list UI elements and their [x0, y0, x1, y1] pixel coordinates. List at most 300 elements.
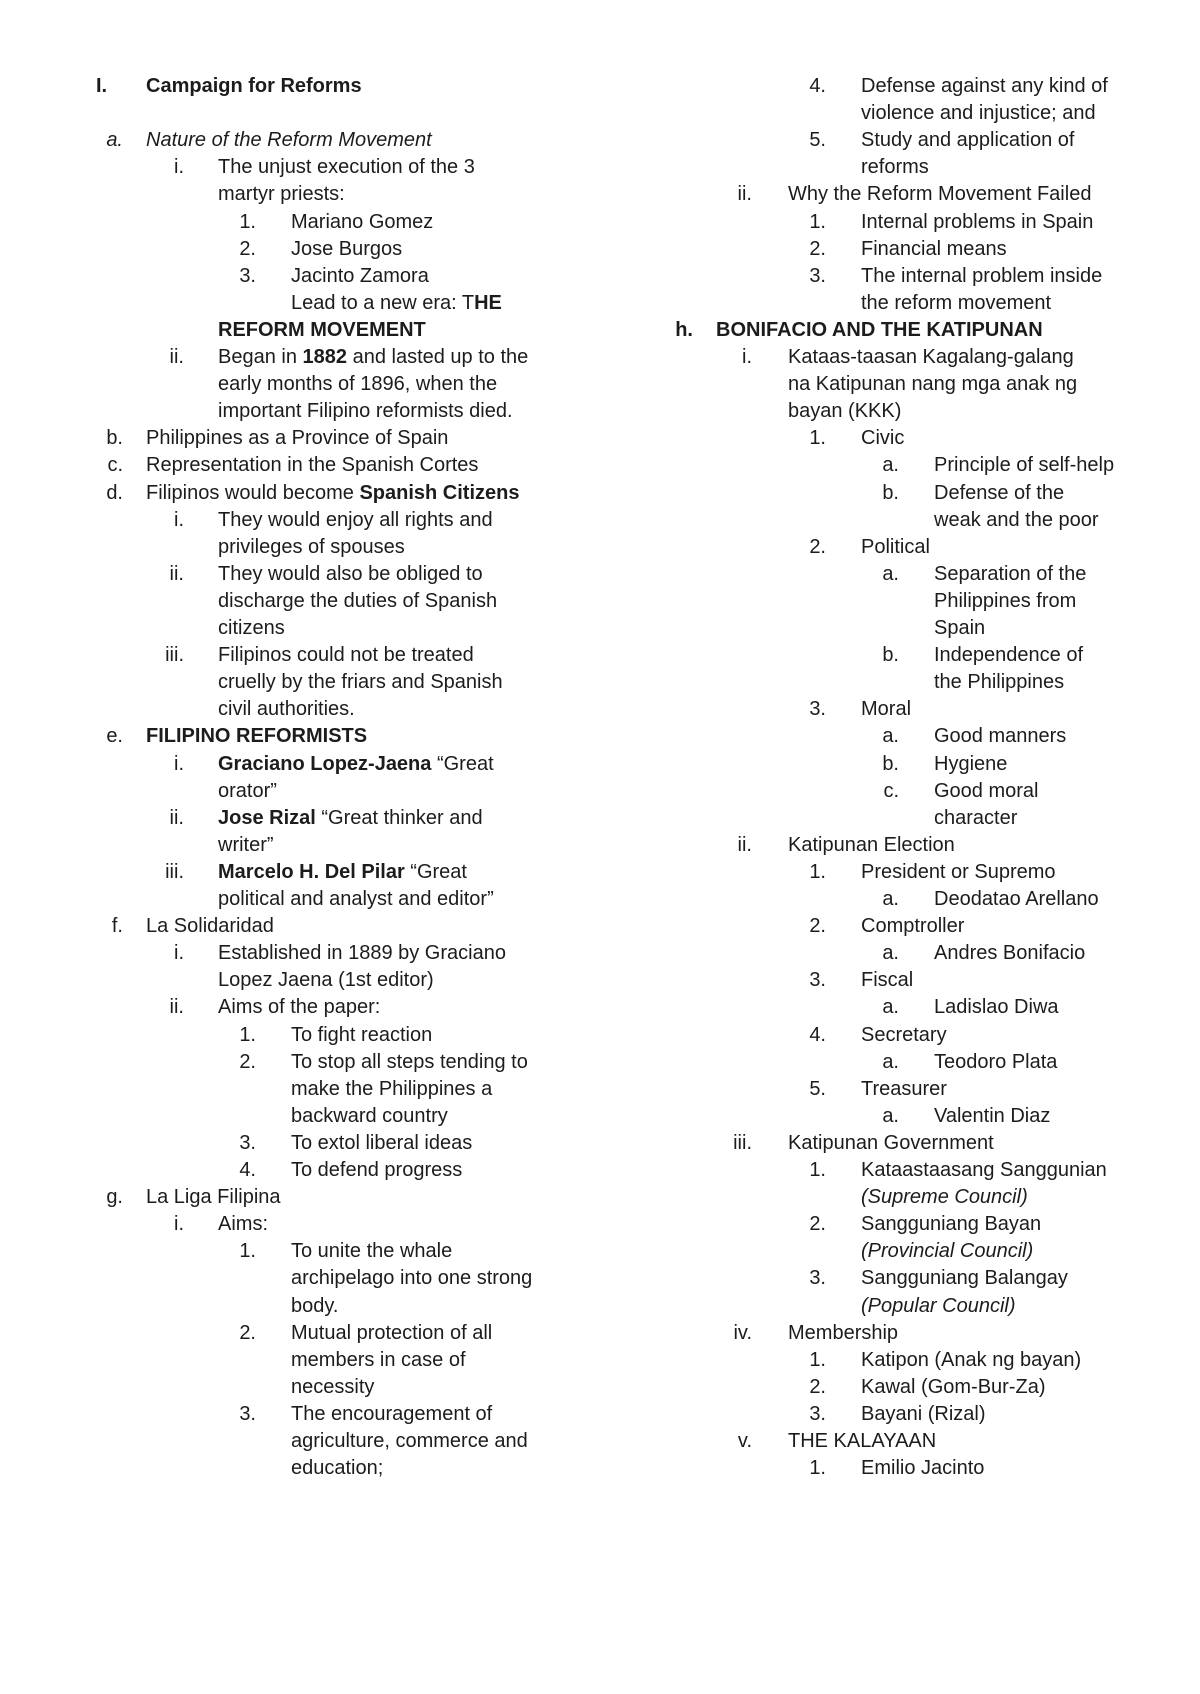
line-text [291, 1156, 462, 1186]
text-run: “Great [431, 752, 494, 775]
text-run: Valentin Diaz [934, 1104, 1051, 1127]
text-run: Katipon (Anak ng bayan) [861, 1348, 1082, 1371]
outline-line [666, 1319, 1186, 1349]
outline-line [96, 1292, 616, 1322]
list-marker: 4. [809, 75, 826, 97]
line-text [218, 533, 405, 563]
list-marker: b. [882, 752, 899, 775]
line-text [861, 695, 911, 725]
text-run: Lopez Jaena (1st editor) [218, 969, 434, 992]
line-text [146, 451, 478, 481]
outline-line [96, 208, 616, 238]
outline-line [666, 262, 1186, 292]
line-text [788, 180, 1091, 210]
line-text [218, 750, 494, 780]
text-run: violence and injustice; and [861, 102, 1096, 125]
list-marker: v. [737, 1430, 752, 1452]
line-text [218, 668, 503, 698]
list-marker: 1. [239, 1023, 256, 1046]
text-run: HE [474, 291, 502, 314]
text-run: Aims of the paper: [218, 996, 381, 1019]
line-text [861, 966, 913, 996]
line-text [218, 777, 277, 807]
text-run: cruelly by the friars and Spanish [218, 671, 503, 694]
outline-line [96, 1373, 616, 1403]
text-run: make the Philippines a [291, 1077, 493, 1100]
outline-line [666, 126, 1186, 156]
line-text [861, 1264, 1068, 1294]
line-text [291, 1400, 492, 1430]
text-run: THE KALAYAAN [788, 1430, 937, 1452]
outline-line [96, 560, 616, 590]
outline-line [96, 668, 616, 698]
text-run: Lead to a new era: T [291, 291, 475, 314]
outline-line [96, 451, 616, 481]
outline-line [666, 343, 1186, 373]
list-marker: a. [882, 454, 899, 477]
line-text [861, 533, 930, 563]
text-run: Mutual protection of all [291, 1321, 493, 1344]
list-marker: 2. [809, 237, 826, 260]
line-text [291, 1454, 383, 1484]
line-text [861, 208, 1093, 238]
text-run: martyr priests: [218, 183, 345, 206]
outline-line [96, 587, 616, 617]
outline-line [96, 533, 616, 563]
line-text [218, 506, 493, 536]
outline-line [96, 235, 616, 265]
line-text [291, 1237, 452, 1267]
line-text [934, 641, 1083, 671]
text-run: Spanish Citizens [359, 481, 520, 504]
outline-line [96, 506, 616, 536]
text-run: Began in [218, 346, 303, 368]
line-text [218, 343, 528, 373]
text-run: Fiscal [861, 969, 914, 992]
outline-line [666, 722, 1186, 752]
list-marker: iii. [733, 1131, 752, 1154]
outline-line [96, 1102, 616, 1132]
list-marker: I. [96, 75, 108, 97]
line-text [934, 804, 1017, 834]
outline-line [96, 614, 616, 644]
line-text [146, 72, 362, 102]
line-text [291, 1373, 374, 1403]
outline-line [666, 858, 1186, 888]
text-run: Andres Bonifacio [934, 942, 1086, 965]
line-text [861, 1237, 1033, 1267]
list-marker: 1. [239, 210, 256, 233]
outline-line [666, 1021, 1186, 1051]
outline-line [666, 506, 1186, 536]
text-run: Marcelo H. Del Pilar [218, 860, 405, 883]
line-text [218, 993, 380, 1023]
line-text [291, 1021, 432, 1051]
line-text [218, 858, 467, 888]
line-text [218, 153, 475, 183]
outline-line [96, 1210, 616, 1240]
list-marker: e. [106, 725, 123, 748]
line-text [788, 343, 1074, 373]
line-text [291, 208, 433, 238]
text-run: agriculture, commerce and [291, 1430, 528, 1452]
outline-line [96, 1454, 616, 1484]
list-marker: 2. [239, 1321, 256, 1344]
outline-line [666, 777, 1186, 807]
outline-line [666, 804, 1186, 834]
text-run: Filipinos could not be treated [218, 644, 474, 667]
list-marker: 3. [239, 1131, 256, 1154]
line-text [861, 289, 1051, 319]
text-run: Separation of the [934, 562, 1087, 585]
text-run: education; [291, 1457, 384, 1480]
text-run: Emilio Jacinto [861, 1457, 985, 1480]
list-marker: 5. [809, 1077, 826, 1100]
text-run: Hygiene [934, 752, 1008, 775]
outline-line [666, 1048, 1186, 1078]
list-marker: iii. [165, 860, 184, 883]
line-text [291, 1319, 492, 1349]
line-text [291, 1264, 532, 1294]
text-run: body. [291, 1294, 339, 1317]
line-text [291, 1292, 338, 1322]
list-marker: b. [882, 481, 899, 504]
text-run: Kataastaasang Sanggunian [861, 1159, 1107, 1181]
list-marker: 1. [809, 427, 826, 450]
outline-line [666, 1264, 1186, 1294]
line-text [934, 750, 1007, 780]
line-text [934, 451, 1114, 481]
list-marker: ii. [169, 806, 184, 829]
outline-line [666, 451, 1186, 481]
list-marker: a. [882, 996, 899, 1019]
line-text [218, 614, 285, 644]
line-text [861, 262, 1102, 292]
line-text [218, 1210, 268, 1240]
outline-line [666, 208, 1186, 238]
line-text [218, 370, 497, 400]
outline-line [666, 560, 1186, 590]
outline-line [666, 587, 1186, 617]
text-run: the Philippines [934, 671, 1065, 694]
text-run: Political [861, 535, 930, 558]
outline-line [96, 1319, 616, 1349]
outline-line [96, 1346, 616, 1376]
outline-line [96, 641, 616, 671]
list-marker: a. [882, 1104, 899, 1127]
list-marker: 3. [809, 264, 826, 287]
outline-line [96, 1237, 616, 1267]
list-marker: a. [882, 1050, 899, 1073]
outline-line [666, 1373, 1186, 1403]
line-text [861, 1400, 985, 1430]
outline-line [96, 1129, 616, 1159]
line-text [291, 289, 502, 319]
text-run: Representation in the Spanish Cortes [146, 454, 479, 477]
outline-line [96, 858, 616, 888]
outline-line [96, 1075, 616, 1105]
text-run: “Great thinker and [315, 806, 483, 829]
list-marker: 3. [239, 264, 256, 287]
text-run: Jose Rizal [218, 806, 316, 829]
line-text [861, 1454, 984, 1484]
text-run: na Katipunan nang mga anak ng [788, 373, 1078, 396]
line-text [861, 153, 929, 183]
outline-line [96, 1021, 616, 1051]
outline-line [666, 1210, 1186, 1240]
outline-line [666, 1400, 1186, 1430]
outline-line [96, 1400, 616, 1430]
list-marker: a. [882, 562, 899, 585]
list-marker: 3. [809, 969, 826, 992]
text-run: early months of 1896, when the [218, 373, 498, 396]
line-text [291, 1346, 466, 1376]
outline-line [96, 1183, 616, 1213]
outline-line [96, 262, 616, 292]
outline-line [96, 966, 616, 996]
text-run: Principle of self-help [934, 454, 1115, 477]
text-run: Philippines as a Province of Spain [146, 427, 449, 450]
line-text [788, 1129, 994, 1159]
line-text [861, 1075, 947, 1105]
line-text [788, 831, 955, 861]
line-text [146, 722, 367, 752]
outline-line [96, 695, 616, 725]
text-run: bayan (KKK) [788, 400, 902, 423]
list-marker: 2. [809, 915, 826, 938]
line-text [218, 695, 355, 725]
text-run: Philippines from [934, 589, 1077, 612]
text-run: La Solidaridad [146, 915, 274, 938]
text-run: Defense against any kind of [861, 75, 1108, 97]
list-marker: ii. [169, 346, 184, 368]
text-run: They would enjoy all rights and [218, 508, 493, 531]
text-run: orator” [218, 779, 277, 802]
outline-line [96, 912, 616, 942]
outline-line [96, 72, 616, 102]
list-marker: 2. [239, 1050, 256, 1073]
line-text [218, 560, 483, 590]
outline-line [96, 316, 616, 346]
text-run: (Popular Council) [861, 1294, 1016, 1317]
text-run: character [934, 806, 1018, 829]
text-run: Membership [788, 1321, 899, 1344]
text-run: Jose Burgos [291, 237, 403, 260]
line-text [861, 424, 904, 454]
text-run: The internal problem inside [861, 264, 1103, 287]
outline-line [666, 750, 1186, 780]
outline-line [96, 180, 616, 210]
text-run: discharge the duties of Spanish [218, 589, 498, 612]
text-run: Spain [934, 617, 986, 639]
list-marker: 1. [809, 860, 826, 883]
text-run: Financial means [861, 237, 1007, 260]
text-run: (Provincial Council) [861, 1240, 1034, 1263]
outline-line [666, 180, 1186, 210]
line-text [934, 777, 1039, 807]
outline-line [666, 1427, 1186, 1457]
text-run: President or Supremo [861, 860, 1056, 883]
list-marker: i. [174, 156, 184, 179]
line-text [291, 1427, 528, 1457]
line-text [218, 316, 426, 346]
line-text [291, 235, 402, 265]
outline-line [666, 614, 1186, 644]
text-run: Established in 1889 by Graciano [218, 942, 506, 965]
text-run: members in case of [291, 1348, 466, 1371]
outline-line [666, 885, 1186, 915]
outline-line [96, 1156, 616, 1186]
outline-line [96, 722, 616, 752]
text-run: writer” [218, 833, 274, 856]
outline-line [666, 424, 1186, 454]
text-run: Filipinos would become [146, 481, 360, 504]
line-text [861, 126, 1075, 156]
list-marker: h. [675, 318, 693, 341]
text-run: Civic [861, 427, 905, 450]
outline-line [96, 1048, 616, 1078]
list-marker: d. [106, 481, 123, 504]
text-run: (Supreme Council) [861, 1186, 1028, 1209]
outline-line [96, 831, 616, 861]
outline-line [666, 1346, 1186, 1376]
outline-line [666, 1292, 1186, 1322]
text-run: 1882 [302, 346, 348, 368]
list-marker: i. [174, 752, 184, 775]
list-marker: 2. [809, 1375, 826, 1398]
outline-line [666, 668, 1186, 698]
outline-line [96, 370, 616, 400]
line-text [934, 587, 1076, 617]
line-text [146, 424, 448, 454]
list-marker: ii. [737, 833, 752, 856]
list-marker: 1. [809, 1457, 826, 1480]
text-run: The unjust execution of the 3 [218, 156, 475, 179]
text-run: La Liga Filipina [146, 1186, 281, 1209]
outline-line [96, 397, 616, 427]
list-marker: b. [882, 644, 899, 667]
text-run: backward country [291, 1104, 448, 1127]
outline-line [666, 1075, 1186, 1105]
list-marker: 1. [809, 210, 826, 233]
list-marker: iv. [733, 1321, 752, 1344]
text-run: privileges of spouses [218, 535, 405, 558]
line-text [146, 479, 519, 509]
outline-line [96, 289, 616, 319]
outline-line [666, 289, 1186, 319]
text-run: Deodatao Arellano [934, 888, 1099, 910]
line-text [218, 397, 513, 427]
line-text [218, 587, 497, 617]
outline-line [96, 99, 616, 129]
outline-line [666, 316, 1186, 346]
list-marker: b. [106, 427, 123, 450]
list-marker: 3. [809, 698, 826, 721]
line-text [291, 1075, 492, 1105]
outline-line [666, 939, 1186, 969]
list-marker: 3. [809, 1267, 826, 1290]
text-run: Internal problems in Spain [861, 210, 1094, 233]
text-run: Good moral [934, 779, 1039, 802]
text-run: necessity [291, 1375, 375, 1398]
line-text [861, 1021, 947, 1051]
text-run: archipelago into one strong [291, 1267, 533, 1290]
outline-line [666, 99, 1186, 129]
outline-line [96, 1264, 616, 1294]
outline-line [96, 1427, 616, 1457]
text-run: Study and application of [861, 129, 1075, 152]
outline-line [666, 1183, 1186, 1213]
line-text [218, 180, 345, 210]
outline-line [666, 912, 1186, 942]
line-text [934, 614, 985, 644]
outline-line [666, 235, 1186, 265]
line-text [218, 966, 434, 996]
text-run: BONIFACIO AND THE KATIPUNAN [716, 318, 1043, 341]
text-run: Katipunan Government [788, 1131, 994, 1154]
outline-line [96, 885, 616, 915]
outline-line [666, 1156, 1186, 1186]
text-run: Teodoro Plata [934, 1050, 1058, 1073]
list-marker: 5. [809, 129, 826, 152]
line-text [291, 262, 429, 292]
outline-line [96, 777, 616, 807]
outline-line [96, 804, 616, 834]
list-marker: i. [174, 508, 184, 531]
text-run: Ladislao Diwa [934, 996, 1059, 1019]
list-marker: c. [107, 454, 123, 477]
line-text [218, 831, 274, 861]
outline-line [666, 479, 1186, 509]
list-marker: 4. [809, 1023, 826, 1046]
line-text [218, 804, 483, 834]
list-marker: 2. [809, 535, 826, 558]
line-text [861, 858, 1056, 888]
line-text [861, 912, 964, 942]
text-run: FILIPINO REFORMISTS [146, 725, 368, 748]
text-run: Secretary [861, 1023, 947, 1046]
line-text [934, 939, 1085, 969]
text-run: Defense of the [934, 481, 1065, 504]
outline-line [666, 370, 1186, 400]
line-text [861, 1183, 1028, 1213]
list-marker: a. [882, 942, 899, 965]
text-run: citizens [218, 617, 285, 639]
list-marker: ii. [169, 996, 184, 1019]
outline-line [96, 993, 616, 1023]
outline-line [666, 72, 1186, 102]
line-text [146, 912, 274, 942]
line-text [934, 506, 1099, 536]
outline-line [96, 479, 616, 509]
outline-line [96, 343, 616, 373]
line-text [861, 1156, 1107, 1186]
outline-line [96, 126, 616, 156]
line-text [934, 1048, 1057, 1078]
text-run: Treasurer [861, 1077, 947, 1100]
list-marker: ii. [737, 183, 752, 206]
line-text [788, 1427, 936, 1457]
text-run: Aims: [218, 1213, 268, 1236]
text-run: Kawal (Gom-Bur-Za) [861, 1375, 1046, 1398]
text-run: REFORM MOVEMENT [218, 318, 426, 341]
outline-line [666, 695, 1186, 725]
outline-line [666, 993, 1186, 1023]
line-text [861, 1292, 1016, 1322]
list-marker: 3. [809, 1402, 826, 1425]
list-marker: a. [882, 725, 899, 748]
line-text [934, 722, 1066, 752]
